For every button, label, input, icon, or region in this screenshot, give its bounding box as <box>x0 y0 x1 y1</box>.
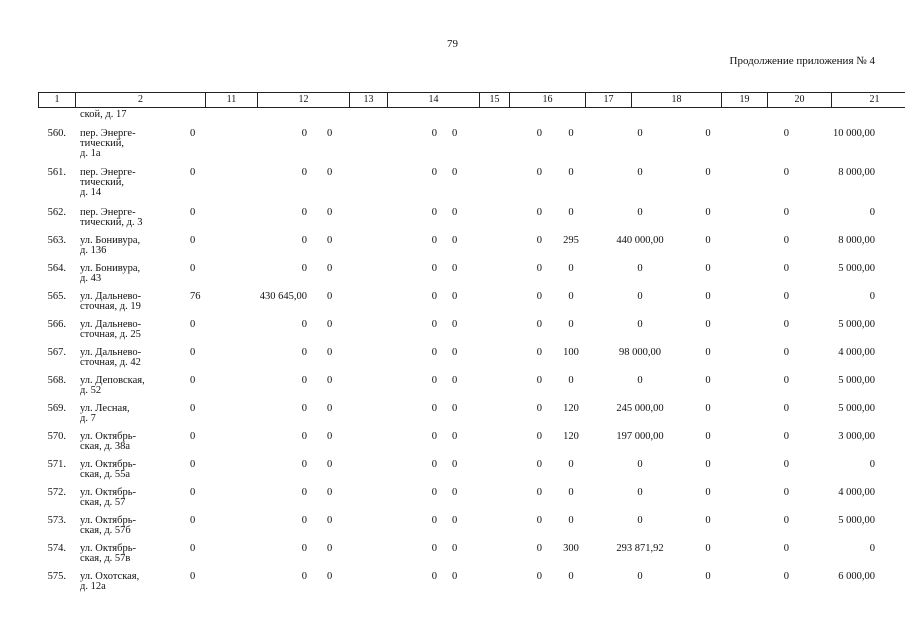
cell-c11: 0 <box>190 375 196 386</box>
col-header: 11 <box>206 93 258 108</box>
cell-c13: 0 <box>327 263 333 274</box>
col-header: 12 <box>258 93 350 108</box>
cell-c18: 0 <box>637 207 643 218</box>
cell-c19: 0 <box>705 375 711 386</box>
cell-c11: 0 <box>190 263 196 274</box>
cell-c14: 0 <box>431 347 437 358</box>
col-header: 20 <box>768 93 832 108</box>
cell-c12: 0 <box>301 207 307 218</box>
cell-c14: 0 <box>431 291 437 302</box>
row-address: ул. Лесная, д. 7 <box>80 403 130 424</box>
cell-c13: 0 <box>327 375 333 386</box>
col-header: 17 <box>586 93 632 108</box>
cell-c21: 8 000,00 <box>838 235 875 246</box>
row-number: 574. <box>47 543 66 554</box>
cell-c21: 5 000,00 <box>838 515 875 526</box>
cell-c11: 0 <box>190 128 196 139</box>
cell-c16: 0 <box>536 515 542 526</box>
cell-c19: 0 <box>705 263 711 274</box>
cell-c19: 0 <box>705 515 711 526</box>
cell-c12: 0 <box>301 347 307 358</box>
cell-c15: 0 <box>452 167 458 178</box>
cell-c17: 120 <box>563 403 579 414</box>
cell-c16: 0 <box>536 128 542 139</box>
cell-c15: 0 <box>452 347 458 358</box>
cell-c21: 4 000,00 <box>838 487 875 498</box>
col-header: 1 <box>39 93 76 108</box>
cell-c17: 295 <box>563 235 579 246</box>
row-address: ул. Дальнево- сточная, д. 42 <box>80 347 142 368</box>
cell-c21: 0 <box>869 459 875 470</box>
cell-c20: 0 <box>783 319 789 330</box>
cell-c16: 0 <box>536 487 542 498</box>
cell-c13: 0 <box>327 487 333 498</box>
cell-c12: 0 <box>301 403 307 414</box>
row-number: 563. <box>47 235 66 246</box>
cell-c20: 0 <box>783 431 789 442</box>
cell-c21: 6 000,00 <box>838 571 875 582</box>
cell-c19: 0 <box>705 487 711 498</box>
cell-c18: 0 <box>637 291 643 302</box>
cell-c16: 0 <box>536 375 542 386</box>
cell-c14: 0 <box>431 263 437 274</box>
cell-c16: 0 <box>536 403 542 414</box>
cell-c13: 0 <box>327 128 333 139</box>
cell-c16: 0 <box>536 571 542 582</box>
cell-c13: 0 <box>327 431 333 442</box>
cell-c21: 0 <box>869 207 875 218</box>
cell-c16: 0 <box>536 431 542 442</box>
cell-c15: 0 <box>452 128 458 139</box>
cell-c16: 0 <box>536 263 542 274</box>
cell-c17: 300 <box>563 543 579 554</box>
cell-c16: 0 <box>536 347 542 358</box>
cell-c14: 0 <box>431 167 437 178</box>
row-number: 560. <box>47 128 66 139</box>
row-number: 564. <box>47 263 66 274</box>
cell-c21: 10 000,00 <box>833 128 875 139</box>
cell-c15: 0 <box>452 487 458 498</box>
row-address: пер. Энерге- тический, д. 1а <box>80 128 136 159</box>
cell-c15: 0 <box>452 207 458 218</box>
cell-c16: 0 <box>536 543 542 554</box>
cell-c11: 0 <box>190 347 196 358</box>
cell-c11: 0 <box>190 319 196 330</box>
cell-c17: 0 <box>568 459 574 470</box>
cell-c20: 0 <box>783 207 789 218</box>
cell-c15: 0 <box>452 571 458 582</box>
cell-c17: 0 <box>568 128 574 139</box>
row-number: 573. <box>47 515 66 526</box>
cell-c14: 0 <box>431 128 437 139</box>
cell-c14: 0 <box>431 543 437 554</box>
cell-c15: 0 <box>452 459 458 470</box>
cell-c17: 0 <box>568 263 574 274</box>
cell-c13: 0 <box>327 571 333 582</box>
cell-c20: 0 <box>783 487 789 498</box>
cell-c20: 0 <box>783 375 789 386</box>
cell-c19: 0 <box>705 431 711 442</box>
cell-c15: 0 <box>452 543 458 554</box>
cell-c12: 0 <box>301 543 307 554</box>
cell-c18: 0 <box>637 263 643 274</box>
row-address: ул. Деповская, д. 52 <box>80 375 145 396</box>
cell-c11: 0 <box>190 459 196 470</box>
cell-c20: 0 <box>783 235 789 246</box>
cell-c18: 0 <box>637 128 643 139</box>
cell-c16: 0 <box>536 207 542 218</box>
continuation-heading: Продолжение приложения № 4 <box>729 55 875 67</box>
cell-c11: 0 <box>190 167 196 178</box>
row-number: 569. <box>47 403 66 414</box>
cell-c15: 0 <box>452 515 458 526</box>
cell-c17: 0 <box>568 515 574 526</box>
cell-c12: 0 <box>301 128 307 139</box>
cell-c11: 0 <box>190 571 196 582</box>
col-header: 13 <box>350 93 388 108</box>
cell-c19: 0 <box>705 543 711 554</box>
cell-c13: 0 <box>327 167 333 178</box>
cell-c18: 293 871,92 <box>616 543 664 554</box>
cell-c13: 0 <box>327 515 333 526</box>
cell-c19: 0 <box>705 235 711 246</box>
cell-c19: 0 <box>705 403 711 414</box>
cell-c12: 430 645,00 <box>259 291 307 302</box>
row-address: пер. Энерге- тический, д. 3 <box>80 207 143 228</box>
cell-c18: 0 <box>637 167 643 178</box>
cell-c14: 0 <box>431 459 437 470</box>
row-address: пер. Энерге- тический, д. 14 <box>80 167 136 198</box>
col-header: 15 <box>480 93 510 108</box>
cell-c14: 0 <box>431 403 437 414</box>
row-address: ул. Октябрь- ская, д. 57в <box>80 543 136 564</box>
cell-c11: 0 <box>190 207 196 218</box>
col-header: 14 <box>388 93 480 108</box>
cell-c15: 0 <box>452 403 458 414</box>
cell-c14: 0 <box>431 431 437 442</box>
cell-c18: 245 000,00 <box>616 403 664 414</box>
cell-c16: 0 <box>536 459 542 470</box>
cell-c21: 5 000,00 <box>838 403 875 414</box>
cell-c15: 0 <box>452 291 458 302</box>
cell-c16: 0 <box>536 167 542 178</box>
cell-c14: 0 <box>431 207 437 218</box>
row-number: 572. <box>47 487 66 498</box>
cell-c20: 0 <box>783 128 789 139</box>
cell-c15: 0 <box>452 263 458 274</box>
cell-c21: 0 <box>869 543 875 554</box>
cell-c21: 5 000,00 <box>838 263 875 274</box>
row-number: 570. <box>47 431 66 442</box>
row-number: 562. <box>47 207 66 218</box>
cell-c19: 0 <box>705 347 711 358</box>
cell-c18: 0 <box>637 319 643 330</box>
cell-c15: 0 <box>452 375 458 386</box>
cell-c20: 0 <box>783 263 789 274</box>
cell-c18: 98 000,00 <box>619 347 661 358</box>
cell-c12: 0 <box>301 319 307 330</box>
cell-c15: 0 <box>452 319 458 330</box>
cell-c16: 0 <box>536 235 542 246</box>
cell-c14: 0 <box>431 487 437 498</box>
cell-c20: 0 <box>783 403 789 414</box>
cell-c13: 0 <box>327 459 333 470</box>
cell-c19: 0 <box>705 319 711 330</box>
cell-c13: 0 <box>327 543 333 554</box>
cell-c17: 0 <box>568 167 574 178</box>
cell-c14: 0 <box>431 235 437 246</box>
cell-c11: 0 <box>190 487 196 498</box>
row-address: ул. Бонивура, д. 136 <box>80 235 141 256</box>
cell-c13: 0 <box>327 347 333 358</box>
cell-c11: 0 <box>190 235 196 246</box>
table-header <box>38 92 905 108</box>
cell-c17: 0 <box>568 207 574 218</box>
cell-c15: 0 <box>452 431 458 442</box>
cell-c14: 0 <box>431 375 437 386</box>
cell-c18: 0 <box>637 515 643 526</box>
cell-c16: 0 <box>536 291 542 302</box>
cell-c11: 0 <box>190 431 196 442</box>
row-address: ул. Дальнево- сточная, д. 25 <box>80 319 142 340</box>
cell-c17: 0 <box>568 319 574 330</box>
col-header: 16 <box>510 93 586 108</box>
row-address: ул. Октябрь- ская, д. 55а <box>80 459 136 480</box>
col-header: 19 <box>722 93 768 108</box>
cell-c21: 8 000,00 <box>838 167 875 178</box>
col-header: 2 <box>76 93 206 108</box>
cell-c11: 0 <box>190 543 196 554</box>
cell-c20: 0 <box>783 291 789 302</box>
cell-c14: 0 <box>431 515 437 526</box>
cell-c21: 3 000,00 <box>838 431 875 442</box>
cell-c12: 0 <box>301 515 307 526</box>
cell-c12: 0 <box>301 571 307 582</box>
row-address: ул. Октябрь- ская, д. 57б <box>80 515 136 536</box>
cell-c17: 0 <box>568 487 574 498</box>
cell-c20: 0 <box>783 515 789 526</box>
cell-c20: 0 <box>783 347 789 358</box>
cell-c21: 5 000,00 <box>838 319 875 330</box>
cell-c12: 0 <box>301 487 307 498</box>
cell-c14: 0 <box>431 319 437 330</box>
cell-c12: 0 <box>301 235 307 246</box>
carry-over-text: ской, д. 17 <box>80 109 127 120</box>
cell-c12: 0 <box>301 167 307 178</box>
cell-c15: 0 <box>452 235 458 246</box>
cell-c18: 197 000,00 <box>616 431 664 442</box>
cell-c11: 0 <box>190 403 196 414</box>
cell-c19: 0 <box>705 167 711 178</box>
cell-c21: 5 000,00 <box>838 375 875 386</box>
row-address: ул. Дальнево- сточная, д. 19 <box>80 291 142 312</box>
cell-c19: 0 <box>705 207 711 218</box>
cell-c13: 0 <box>327 291 333 302</box>
cell-c16: 0 <box>536 319 542 330</box>
cell-c21: 0 <box>869 291 875 302</box>
cell-c13: 0 <box>327 235 333 246</box>
cell-c18: 0 <box>637 487 643 498</box>
cell-c20: 0 <box>783 571 789 582</box>
row-number: 568. <box>47 375 66 386</box>
cell-c13: 0 <box>327 319 333 330</box>
row-number: 575. <box>47 571 66 582</box>
row-number: 566. <box>47 319 66 330</box>
row-number: 571. <box>47 459 66 470</box>
cell-c12: 0 <box>301 431 307 442</box>
cell-c20: 0 <box>783 543 789 554</box>
cell-c12: 0 <box>301 459 307 470</box>
row-address: ул. Охотская, д. 12а <box>80 571 140 592</box>
cell-c21: 4 000,00 <box>838 347 875 358</box>
row-address: ул. Октябрь- ская, д. 57 <box>80 487 136 508</box>
cell-c19: 0 <box>705 291 711 302</box>
cell-c18: 0 <box>637 571 643 582</box>
row-address: ул. Бонивура, д. 43 <box>80 263 141 284</box>
cell-c11: 0 <box>190 515 196 526</box>
cell-c19: 0 <box>705 128 711 139</box>
cell-c20: 0 <box>783 167 789 178</box>
cell-c18: 0 <box>637 459 643 470</box>
cell-c17: 100 <box>563 347 579 358</box>
cell-c11: 76 <box>190 291 201 302</box>
cell-c13: 0 <box>327 207 333 218</box>
row-number: 561. <box>47 167 66 178</box>
cell-c18: 0 <box>637 375 643 386</box>
cell-c14: 0 <box>431 571 437 582</box>
cell-c19: 0 <box>705 571 711 582</box>
cell-c12: 0 <box>301 263 307 274</box>
cell-c17: 0 <box>568 571 574 582</box>
row-number: 565. <box>47 291 66 302</box>
cell-c13: 0 <box>327 403 333 414</box>
cell-c19: 0 <box>705 459 711 470</box>
row-address: ул. Октябрь- ская, д. 38а <box>80 431 136 452</box>
cell-c12: 0 <box>301 375 307 386</box>
cell-c17: 0 <box>568 375 574 386</box>
cell-c17: 0 <box>568 291 574 302</box>
cell-c18: 440 000,00 <box>616 235 664 246</box>
col-header: 18 <box>632 93 722 108</box>
cell-c17: 120 <box>563 431 579 442</box>
row-number: 567. <box>47 347 66 358</box>
col-header: 21 <box>832 93 905 108</box>
page-number: 79 <box>447 38 458 50</box>
cell-c20: 0 <box>783 459 789 470</box>
